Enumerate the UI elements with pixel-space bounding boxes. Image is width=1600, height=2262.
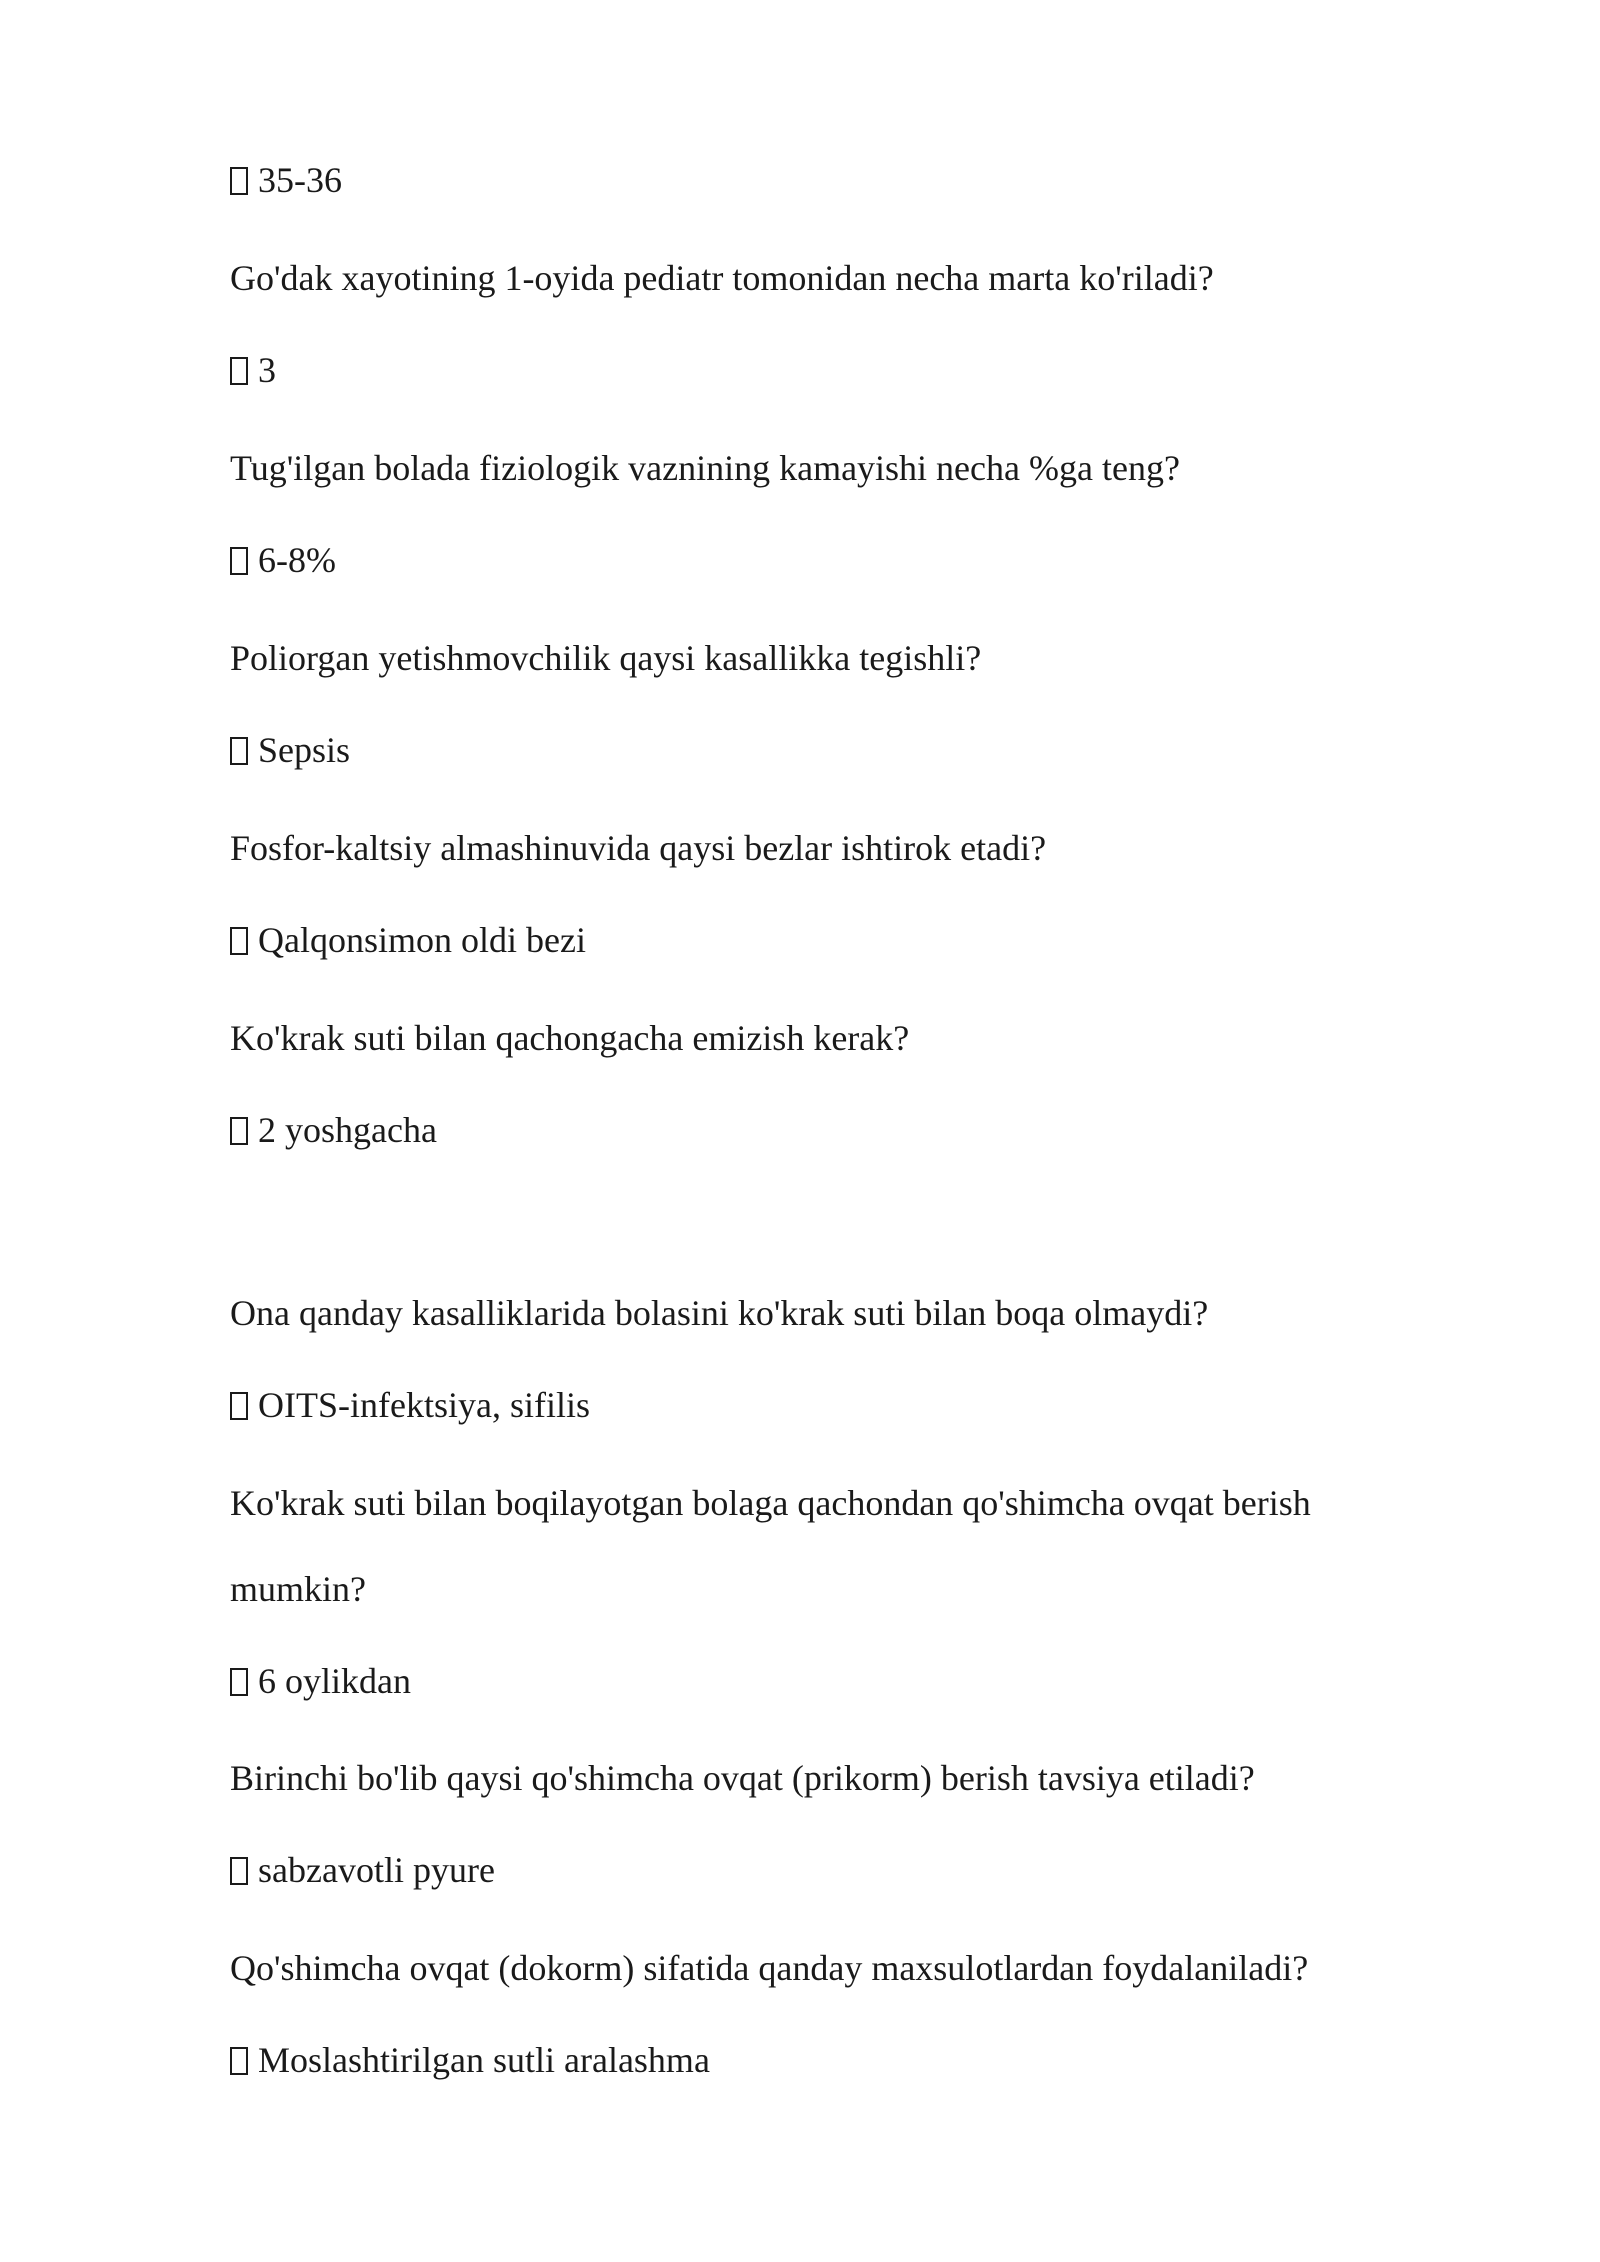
missing-glyph-icon bbox=[230, 1857, 248, 1885]
question-line: Ko'krak suti bilan qachongacha emizish kerak? bbox=[230, 1018, 910, 1058]
missing-glyph-icon bbox=[230, 357, 248, 385]
missing-glyph-icon bbox=[230, 1668, 248, 1696]
missing-glyph-icon bbox=[230, 927, 248, 955]
answer-text: 6 oylikdan bbox=[258, 1661, 411, 1701]
missing-glyph-icon bbox=[230, 1117, 248, 1145]
question-line: Ona qanday kasalliklarida bolasini ko'krak suti bilan boqa olmaydi? bbox=[230, 1293, 1209, 1333]
answer-line bbox=[230, 2039, 710, 2081]
question-line: Go'dak xayotining 1-oyida pediatr tomonidan necha marta ko'riladi? bbox=[230, 258, 1214, 298]
answer-text: 2 yoshgacha bbox=[258, 1110, 437, 1150]
question-line: Ko'krak suti bilan boqilayotgan bolaga qachondan qo'shimcha ovqat berish bbox=[230, 1483, 1311, 1523]
answer-text: 35-36 bbox=[258, 160, 342, 200]
question-line: Birinchi bo'lib qaysi qo'shimcha ovqat (prikorm) berish tavsiya etiladi? bbox=[230, 1758, 1255, 1798]
question-line: Fosfor-kaltsiy almashinuvida qaysi bezlar ishtirok etadi? bbox=[230, 828, 1047, 868]
missing-glyph-icon bbox=[230, 1392, 248, 1420]
missing-glyph-icon bbox=[230, 2047, 248, 2075]
question-line: Qo'shimcha ovqat (dokorm) sifatida qanday maxsulotlardan foydalaniladi? bbox=[230, 1948, 1309, 1988]
answer-line bbox=[230, 349, 276, 391]
answer-text: sabzavotli pyure bbox=[258, 1850, 495, 1890]
answer-line bbox=[230, 1660, 411, 1702]
missing-glyph-icon bbox=[230, 737, 248, 765]
answer-text: OITS-infektsiya, sifilis bbox=[258, 1385, 590, 1425]
answer-text: Sepsis bbox=[258, 730, 351, 770]
question-line: Tug'ilgan bolada fiziologik vaznining kamayishi necha %ga teng? bbox=[230, 448, 1180, 488]
answer-line bbox=[230, 159, 342, 201]
answer-line bbox=[230, 1384, 590, 1426]
answer-line bbox=[230, 1849, 495, 1891]
missing-glyph-icon bbox=[230, 547, 248, 575]
answer-line bbox=[230, 539, 336, 581]
answer-text: Moslashtirilgan sutli aralashma bbox=[258, 2040, 710, 2080]
answer-text: 3 bbox=[258, 350, 276, 390]
answer-text: 6-8% bbox=[258, 540, 336, 580]
answer-line bbox=[230, 729, 350, 771]
answer-line bbox=[230, 1109, 437, 1151]
missing-glyph-icon bbox=[230, 167, 248, 195]
question-line: Poliorgan yetishmovchilik qaysi kasallikka tegishli? bbox=[230, 638, 982, 678]
question-line: mumkin? bbox=[230, 1569, 366, 1609]
answer-line bbox=[230, 919, 586, 961]
answer-text: Qalqonsimon oldi bezi bbox=[258, 920, 586, 960]
